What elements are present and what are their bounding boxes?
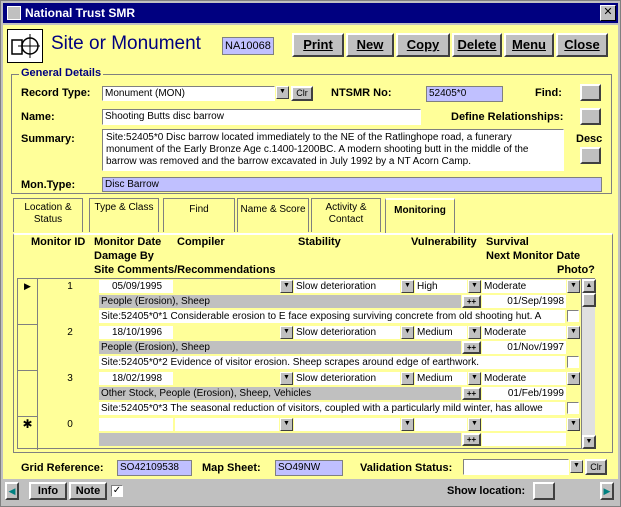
close-button[interactable]: Close	[556, 33, 608, 57]
new-button[interactable]: New	[346, 33, 394, 57]
row-1-damage-by[interactable]: People (Erosion), Sheep	[99, 295, 461, 308]
new-record-icon: ✱	[22, 417, 33, 431]
validation-status-select[interactable]	[463, 459, 569, 475]
row-3-monitor-date[interactable]: 18/02/1998	[99, 372, 173, 385]
window-title: National Trust SMR	[25, 6, 136, 20]
header-vulnerability: Vulnerability	[411, 236, 477, 248]
tab-name-score[interactable]: Name & Score	[237, 198, 309, 232]
row-3-damage-edit-button[interactable]: ++	[462, 387, 481, 400]
validation-clr-button[interactable]: Clr	[585, 459, 607, 475]
form-title: Site or Monument	[51, 33, 201, 54]
map-sheet-label: Map Sheet:	[202, 462, 261, 474]
scroll-thumb[interactable]	[582, 293, 596, 307]
row-1-damage-edit-button[interactable]: ++	[462, 295, 481, 308]
montype-field: Disc Barrow	[102, 177, 602, 192]
row-1-next-monitor-date[interactable]: 01/Sep/1998	[482, 295, 566, 308]
tab-activity-contact[interactable]: Activity & Contact	[311, 198, 381, 232]
row-2-photo-checkbox[interactable]	[567, 356, 579, 368]
note-button[interactable]: Note	[69, 482, 107, 500]
footer-bar	[3, 479, 618, 504]
row-1-photo-checkbox[interactable]	[567, 310, 579, 322]
row-2-survival-dropdown-icon[interactable]: ▼	[567, 326, 580, 339]
new-row-damage-edit-button[interactable]: ++	[462, 433, 481, 446]
row-selector-3[interactable]	[18, 371, 38, 417]
row-2-survival[interactable]: Moderate	[482, 326, 566, 339]
scroll-down-icon: ▼	[585, 438, 593, 445]
row-1-compiler-dropdown-icon[interactable]: ▼	[280, 280, 293, 293]
row-3-stability-dropdown-icon[interactable]: ▼	[401, 372, 414, 385]
new-row-compiler[interactable]	[175, 418, 279, 431]
row-2-stability-dropdown-icon[interactable]: ▼	[401, 326, 414, 339]
nav-right-icon: ▶	[603, 486, 611, 496]
row-2-monitor-date[interactable]: 18/10/1996	[99, 326, 173, 339]
row-1-vulnerability-dropdown-icon[interactable]: ▼	[468, 280, 481, 293]
form-client-area	[3, 25, 618, 479]
row-2-damage-by[interactable]: People (Erosion), Sheep	[99, 341, 461, 354]
header-survival: Survival	[486, 236, 529, 248]
desc-button[interactable]	[580, 147, 601, 164]
row-2-vulnerability-dropdown-icon[interactable]: ▼	[468, 326, 481, 339]
row-2-stability[interactable]: Slow deterioration	[294, 326, 400, 339]
row-2-damage-edit-button[interactable]: ++	[462, 341, 481, 354]
define-relationships-label: Define Relationships:	[451, 111, 564, 123]
record-type-select[interactable]: Monument (MON)	[102, 86, 275, 101]
smr-logo-icon	[7, 29, 43, 63]
scroll-down-button[interactable]	[582, 435, 596, 449]
row-1-comments[interactable]: Site:52405*0*1 Considerable erosion to E face exposing surviving concrete from old shooting hut. A	[99, 310, 565, 323]
row-1-survival[interactable]: Moderate	[482, 280, 566, 293]
record-type-dropdown-icon[interactable]: ▼	[276, 86, 289, 99]
new-row-vulnerability[interactable]	[415, 418, 467, 431]
row-3-monitor-id: 3	[67, 373, 73, 384]
new-row-monitor-date[interactable]	[99, 418, 173, 431]
row-selector-2[interactable]	[18, 325, 38, 371]
record-selector-icon: ▶	[24, 281, 31, 291]
record-type-label: Record Type:	[21, 87, 91, 99]
row-1-stability[interactable]: Slow deterioration	[294, 280, 400, 293]
ntsmr-label: NTSMR No:	[331, 87, 392, 99]
tab-type-class[interactable]: Type & Class	[89, 198, 159, 232]
define-relationships-button[interactable]	[580, 108, 601, 125]
row-selector-new[interactable]	[18, 417, 38, 450]
nav-left-button[interactable]	[5, 482, 19, 500]
print-button[interactable]: Print	[292, 33, 344, 57]
summary-label: Summary:	[21, 133, 75, 145]
row-3-stability[interactable]: Slow deterioration	[294, 372, 400, 385]
close-icon: ✕	[603, 6, 613, 18]
new-row-stability-dropdown-icon[interactable]: ▼	[401, 418, 414, 431]
row-2-monitor-id: 2	[67, 327, 73, 338]
row-3-photo-checkbox[interactable]	[567, 402, 579, 414]
summary-textarea[interactable]: Site:52405*0 Disc barrow located immediately to the NE of the Ratlinghope road, a funerary monument of the Early Bronze Age c.1400-1200BC. A modern shooting butt in the middle of the barrow was removed and the barrow excavated in July 1992 by a NT Acorn Camp.	[102, 129, 564, 171]
new-row-next-monitor-date[interactable]	[482, 433, 566, 446]
header-photo: Photo?	[557, 264, 595, 276]
header-damage-by: Damage By	[94, 250, 154, 262]
grid-reference-label: Grid Reference:	[21, 462, 104, 474]
tab-find[interactable]: Find	[163, 198, 235, 232]
row-3-vulnerability[interactable]: Medium	[415, 372, 467, 385]
map-sheet-field: SO49NW	[275, 460, 343, 476]
nav-left-icon: ◀	[8, 486, 16, 496]
grid-reference-field: SO42109538	[117, 460, 192, 476]
new-row-damage-by[interactable]	[99, 433, 461, 446]
note-checkbox[interactable]: ✓	[112, 485, 122, 496]
header-monitor-id: Monitor ID	[31, 236, 86, 248]
new-row-vulnerability-dropdown-icon[interactable]: ▼	[468, 418, 481, 431]
new-row-monitor-id: 0	[67, 419, 73, 430]
name-field[interactable]: Shooting Butts disc barrow	[102, 109, 421, 125]
record-id-field: NA10068	[222, 37, 274, 55]
row-3-survival-dropdown-icon[interactable]: ▼	[567, 372, 580, 385]
row-3-damage-by[interactable]: Other Stock, People (Erosion), Sheep, Vehicles	[99, 387, 461, 400]
tab-strip	[13, 198, 613, 234]
nav-right-button[interactable]	[600, 482, 614, 500]
new-row-compiler-dropdown-icon[interactable]: ▼	[280, 418, 293, 431]
delete-button[interactable]: Delete	[452, 33, 502, 57]
copy-button[interactable]: Copy	[396, 33, 450, 57]
find-label: Find:	[535, 87, 562, 99]
validation-status-label: Validation Status:	[360, 462, 453, 474]
grid-scrollbar[interactable]	[581, 279, 595, 449]
general-details-label: General Details	[21, 67, 102, 79]
app-icon	[7, 6, 21, 20]
ntsmr-field: 52405*0	[426, 86, 503, 102]
tab-monitoring[interactable]: Monitoring	[385, 198, 455, 233]
desc-label: Desc	[576, 133, 603, 145]
row-1-survival-dropdown-icon[interactable]: ▼	[567, 280, 580, 293]
row-selector-1[interactable]	[18, 279, 38, 325]
name-label: Name:	[21, 111, 55, 123]
header-monitor-date: Monitor Date	[94, 236, 162, 248]
row-1-monitor-date[interactable]: 05/09/1995	[99, 280, 173, 293]
scroll-up-button[interactable]	[582, 279, 596, 293]
row-1-monitor-id: 1	[67, 281, 73, 292]
row-3-compiler-dropdown-icon[interactable]: ▼	[280, 372, 293, 385]
row-2-vulnerability[interactable]: Medium	[415, 326, 467, 339]
row-1-stability-dropdown-icon[interactable]: ▼	[401, 280, 414, 293]
record-type-clr-button[interactable]: Clr	[291, 86, 313, 101]
window-close-button[interactable]	[600, 5, 616, 21]
monitoring-grid	[17, 278, 595, 449]
row-1-vulnerability[interactable]: High	[415, 280, 467, 293]
info-button[interactable]: Info	[29, 482, 67, 500]
row-3-comments[interactable]: Site:52405*0*3 The seasonal reduction of visitors, coupled with a particularly mild winter, has allowe	[99, 402, 565, 415]
row-2-compiler-dropdown-icon[interactable]: ▼	[280, 326, 293, 339]
header-compiler: Compiler	[177, 236, 225, 248]
row-3-vulnerability-dropdown-icon[interactable]: ▼	[468, 372, 481, 385]
header-next-monitor-date: Next Monitor Date	[486, 250, 581, 262]
new-row-survival-dropdown-icon[interactable]: ▼	[567, 418, 580, 431]
row-3-survival[interactable]: Moderate	[482, 372, 566, 385]
show-location-label: Show location:	[447, 485, 526, 497]
menu-button[interactable]: Menu	[504, 33, 554, 57]
header-stability: Stability	[298, 236, 341, 248]
new-row-survival[interactable]	[482, 418, 566, 431]
validation-dropdown-icon[interactable]: ▼	[570, 460, 583, 473]
row-3-next-monitor-date[interactable]: 01/Feb/1999	[482, 387, 566, 400]
title-bar[interactable]	[3, 3, 618, 23]
row-2-comments[interactable]: Site:52405*0*2 Evidence of visitor erosion. Sheep scrapes around edge of earthwork.	[99, 356, 565, 369]
tab-location-status[interactable]: Location & Status	[13, 198, 83, 232]
scroll-up-icon: ▲	[585, 282, 593, 289]
montype-label: Mon.Type:	[21, 179, 76, 191]
find-button[interactable]	[580, 84, 601, 101]
show-location-button[interactable]	[533, 482, 555, 500]
new-row-stability[interactable]	[294, 418, 400, 431]
row-2-next-monitor-date[interactable]: 01/Nov/1997	[482, 341, 566, 354]
header-site-comments: Site Comments/Recommendations	[94, 264, 276, 276]
